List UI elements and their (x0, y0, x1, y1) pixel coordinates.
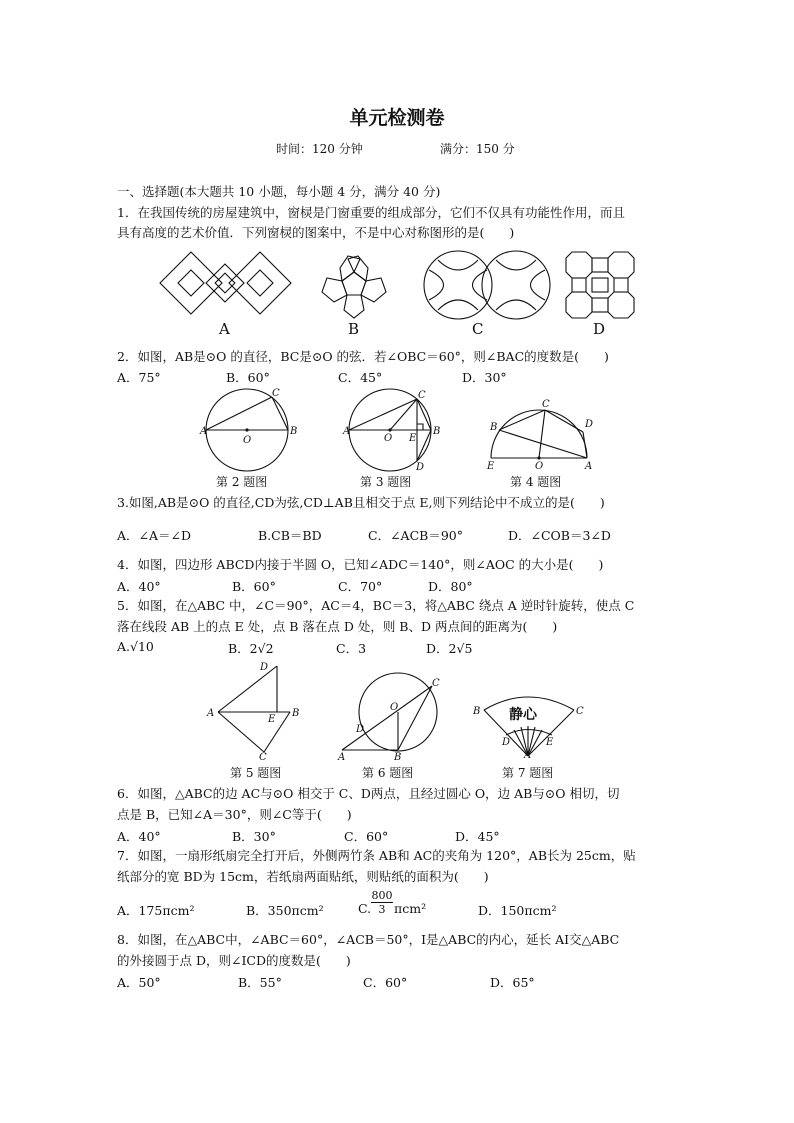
q3-option-a: A．∠A＝∠D (117, 528, 192, 543)
q7-figure (470, 690, 590, 760)
q6-caption: 第 6 题图 (362, 766, 414, 780)
q5-line2: 落在线段 AB 上的点 E 处，点 B 落在点 D 处，则 B、D 两点间的距离为( ) (117, 619, 558, 634)
q8-line1: 8．如图，在△ABC中，∠ABC＝60°，∠ACB＝50°，I是△ABC的内心，延长 AI交△ABC (117, 932, 620, 947)
q1-figure-c (423, 250, 551, 320)
q8-option-a: A．50° (117, 975, 161, 990)
q1-label-c: C (472, 320, 484, 338)
q6-line1: 6．如图，△ABC的边 AC与⊙O 相交于 C、D两点，且经过圆心 O，边 AB与⊙O 相切，切 (117, 786, 620, 801)
svg-text:C: C (272, 388, 280, 399)
svg-text:C: C (418, 390, 426, 401)
svg-text:B: B (433, 426, 441, 437)
svg-text:B: B (394, 752, 402, 763)
q7-line1: 7．如图，一扇形纸扇完全打开后，外侧两竹条 AB和 AC的夹角为 120°，AB长为 25cm，贴 (117, 848, 636, 863)
q7-option-a: A．175πcm² (117, 903, 195, 918)
q5-caption: 第 5 题图 (230, 766, 282, 780)
q1-line2: 具有高度的艺术价值．下列窗棂的图案中，不是中心对称图形的是( ) (117, 225, 515, 240)
q8-line2: 的外接圆于点 D，则∠ICD的度数是( ) (117, 953, 351, 968)
q1-figure-a (158, 250, 293, 320)
q6-figure (336, 672, 446, 764)
q7-option-b: B．350πcm² (246, 903, 324, 918)
svg-text:C: C (259, 752, 267, 763)
q1-figure-b (318, 250, 390, 320)
svg-text:O: O (243, 435, 252, 446)
q1-figure-d (564, 250, 636, 320)
q6-option-a: A．40° (117, 829, 161, 844)
q5-option-a: A.√10 (117, 639, 154, 654)
q8-option-b: B．55° (238, 975, 282, 990)
q8-option-d: D．65° (490, 975, 535, 990)
q7-line2: 纸部分的宽 BD为 15cm，若纸扇两面贴纸，则贴纸的面积为( ) (117, 869, 489, 884)
q5-option-d: D．2√5 (426, 641, 473, 656)
q4-option-b: B．60° (232, 579, 276, 594)
q4-caption: 第 4 题图 (510, 475, 562, 489)
q7-caption: 第 7 题图 (502, 766, 554, 780)
svg-text:A: A (338, 752, 346, 763)
svg-text:E: E (487, 461, 495, 472)
page-title: 单元检测卷 (349, 107, 445, 129)
q2-figure (200, 388, 300, 472)
q4-option-a: A．40° (117, 579, 161, 594)
svg-text:A: A (343, 426, 351, 437)
q2-stem: 2．如图，AB是⊙O 的直径，BC是⊙O 的弦．若∠OBC＝60°，则∠BAC的度数是( ) (117, 349, 609, 364)
q2-option-b: B．60° (226, 370, 270, 385)
q5-line1: 5．如图，在△ABC 中，∠C＝90°，AC＝4，BC＝3，将△ABC 绕点 A 逆时针旋转，使点 C (117, 598, 635, 613)
q1-label-d: D (593, 320, 606, 338)
q7-frac-denominator: 3 (378, 903, 386, 916)
svg-text:O: O (384, 433, 393, 444)
svg-text:A: A (200, 426, 208, 437)
svg-text:B: B (473, 706, 481, 717)
q8-option-c: C．60° (363, 975, 408, 990)
q2-option-d: D．30° (462, 370, 507, 385)
svg-text:B: B (290, 426, 298, 437)
q4-figure (485, 396, 597, 472)
q2-option-a: A．75° (117, 370, 161, 385)
svg-text:E: E (546, 737, 554, 748)
q4-option-d: D．80° (428, 579, 473, 594)
q3-stem: 3.如图,AB是⊙O 的直径,CD为弦,CD⊥AB且相交于点 E,则下列结论中不成立的是( ) (117, 495, 605, 510)
q7-option-c: C. (358, 901, 372, 916)
svg-text:B: B (292, 708, 300, 719)
q6-option-c: C．60° (344, 829, 389, 844)
q5-option-c: C．3 (336, 641, 367, 656)
q2-caption: 第 2 题图 (216, 475, 268, 489)
svg-text:D: D (356, 724, 365, 735)
q6-line2: 点是 B，已知∠A＝30°，则∠C等于( ) (117, 807, 352, 822)
q6-option-d: D．45° (455, 829, 500, 844)
full-score: 满分：150 分 (440, 142, 515, 156)
svg-text:C: C (576, 706, 584, 717)
svg-text:E: E (409, 433, 417, 444)
q1-line1: 1．在我国传统的房屋建筑中，窗棂是门窗重要的组成部分，它们不仅具有功能性作用，而且 (117, 205, 625, 220)
svg-text:D: D (585, 419, 594, 430)
q7-option-d: D．150πcm² (478, 903, 557, 918)
q3-option-b: B.CB＝BD (258, 528, 322, 543)
q3-option-c: C．∠ACB＝90° (368, 528, 463, 543)
svg-text:A: A (585, 461, 593, 472)
svg-text:A: A (524, 750, 532, 761)
time-limit: 时间：120 分钟 (276, 142, 363, 156)
q2-option-c: C．45° (338, 370, 383, 385)
svg-text:C: C (432, 678, 440, 689)
q5-option-b: B．2√2 (228, 641, 274, 656)
q7-option-c-fraction (371, 889, 393, 916)
q4-stem: 4．如图，四边形 ABCD内接于半圆 O，已知∠ADC＝140°，则∠AOC 的大小是( ) (117, 557, 604, 572)
fan-text: 静心 (509, 707, 537, 723)
svg-text:A: A (207, 708, 215, 719)
svg-text:O: O (535, 461, 544, 472)
svg-text:D: D (260, 662, 269, 673)
svg-text:C: C (542, 399, 550, 410)
q5-figure (204, 660, 304, 762)
q7-frac-numerator: 800 (371, 889, 393, 902)
q1-label-a: A (219, 320, 230, 338)
q4-option-c: C．70° (338, 579, 383, 594)
svg-text:D: D (416, 462, 425, 473)
q6-option-b: B．30° (232, 829, 276, 844)
svg-text:B: B (490, 422, 498, 433)
q7-option-c-unit: πcm² (394, 901, 427, 916)
svg-text:O: O (390, 702, 399, 713)
svg-text:E: E (268, 714, 276, 725)
q3-option-d: D．∠COB＝3∠D (508, 528, 611, 543)
section-heading: 一、选择题(本大题共 10 小题，每小题 4 分，满分 40 分) (117, 184, 441, 199)
q3-caption: 第 3 题图 (360, 475, 412, 489)
q1-label-b: B (348, 320, 360, 338)
q3-figure (343, 388, 443, 472)
svg-text:D: D (502, 737, 511, 748)
